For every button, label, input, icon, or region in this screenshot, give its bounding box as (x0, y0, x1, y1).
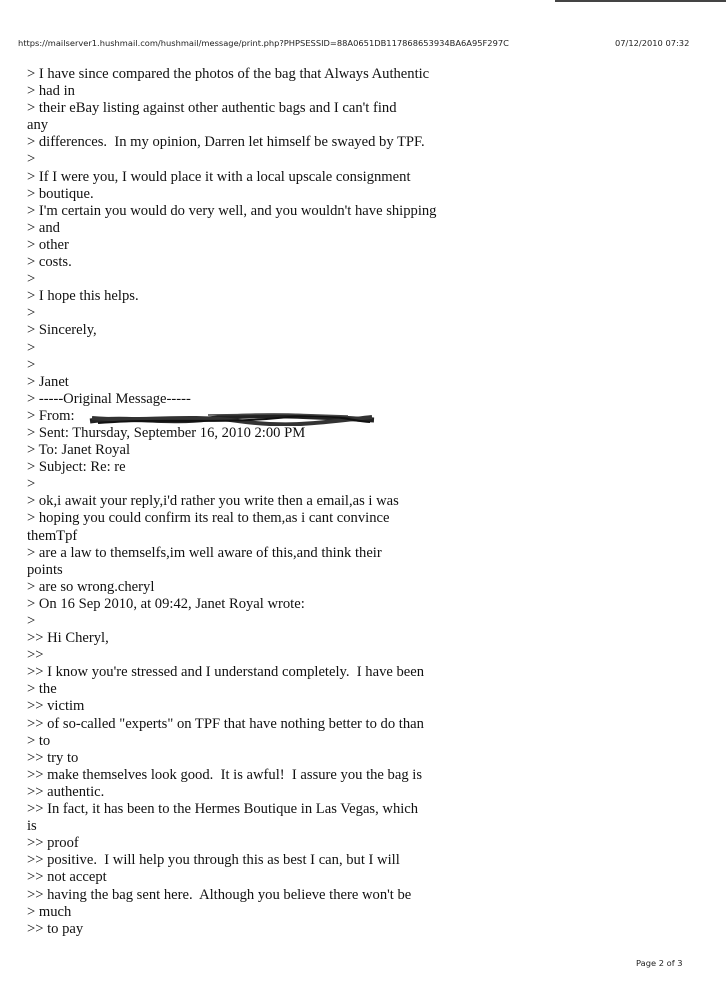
message-line: >> positive. I will help you through this as best I can, but I will (27, 852, 400, 869)
message-line: > Subject: Re: re (27, 459, 126, 476)
message-line: > (27, 271, 36, 288)
message-line: > (27, 339, 36, 356)
message-line: > (27, 151, 36, 168)
message-line: > differences. In my opinion, Darren let himself be swayed by TPF. (27, 134, 425, 151)
message-line: >> victim (27, 698, 85, 715)
message-line: >> try to (27, 749, 79, 766)
message-line: > Janet (27, 373, 69, 390)
message-line: > to (27, 732, 51, 749)
print-timestamp: 07/12/2010 07:32 (615, 38, 690, 48)
page-number: Page 2 of 3 (636, 958, 683, 968)
message-line: >> (27, 647, 44, 664)
message-line: points (27, 561, 63, 578)
message-line: > I hope this helps. (27, 288, 139, 305)
message-line: > are so wrong.cheryl (27, 578, 155, 595)
message-line: >> of so-called "experts" on TPF that have nothing better to do than (27, 715, 424, 732)
message-line: > (27, 305, 36, 322)
message-line: > (27, 613, 36, 629)
message-line: themTpf (27, 527, 78, 544)
message-line: >> I know you're stressed and I understand completely. I have been (27, 664, 425, 681)
message-line: > hoping you could confirm its real to them,as i cant convince (27, 510, 390, 527)
message-line: > are a law to themselfs,im well aware of this,and think their (27, 544, 382, 561)
message-line: > boutique. (27, 185, 94, 202)
message-line: is (27, 818, 37, 835)
print-url: https://mailserver1.hushmail.com/hushmail/message/print.php?PHPSESSID=88A0651DB117868653934BA6A95F297C (18, 38, 509, 48)
message-line: >> not accept (27, 869, 107, 886)
top-border-line (555, 0, 726, 2)
message-line: > and (27, 219, 60, 236)
message-line: >> to pay (27, 920, 84, 937)
message-line: > To: Janet Royal (27, 442, 131, 459)
email-body (27, 66, 677, 938)
message-line: > (27, 476, 36, 493)
message-line: any (27, 117, 49, 134)
message-line: > On 16 Sep 2010, at 09:42, Janet Royal wrote: (27, 595, 305, 612)
message-line: > From: (27, 407, 75, 424)
message-line: > Sincerely, (27, 322, 97, 339)
message-line: >> In fact, it has been to the Hermes Boutique in Las Vegas, which (27, 801, 419, 818)
message-line: > the (27, 681, 57, 698)
message-line: >> Hi Cheryl, (27, 630, 109, 647)
message-line: > I'm certain you would do very well, and you wouldn't have shipping (27, 202, 437, 219)
message-line: > had in (27, 83, 75, 100)
message-line: >> proof (27, 835, 79, 852)
message-line: > other (27, 236, 69, 253)
message-line: > (27, 356, 36, 373)
message-line: > If I were you, I would place it with a local upscale consignment (27, 168, 411, 185)
message-line: >> authentic. (27, 783, 105, 800)
message-line: > -----Original Message----- (27, 390, 191, 407)
message-line: > costs. (27, 254, 72, 271)
message-line: > ok,i await your reply,i'd rather you write then a email,as i was (27, 493, 399, 510)
message-line: >> having the bag sent here. Although you believe there won't be (27, 886, 412, 903)
message-line: > I have since compared the photos of the bag that Always Authentic (27, 66, 430, 82)
message-line: > Sent: Thursday, September 16, 2010 2:00 PM (27, 424, 306, 441)
message-line: > their eBay listing against other authentic bags and I can't find (27, 100, 397, 117)
message-line: >> make themselves look good. It is awful! I assure you the bag is (27, 766, 423, 783)
message-line: > much (27, 903, 72, 920)
